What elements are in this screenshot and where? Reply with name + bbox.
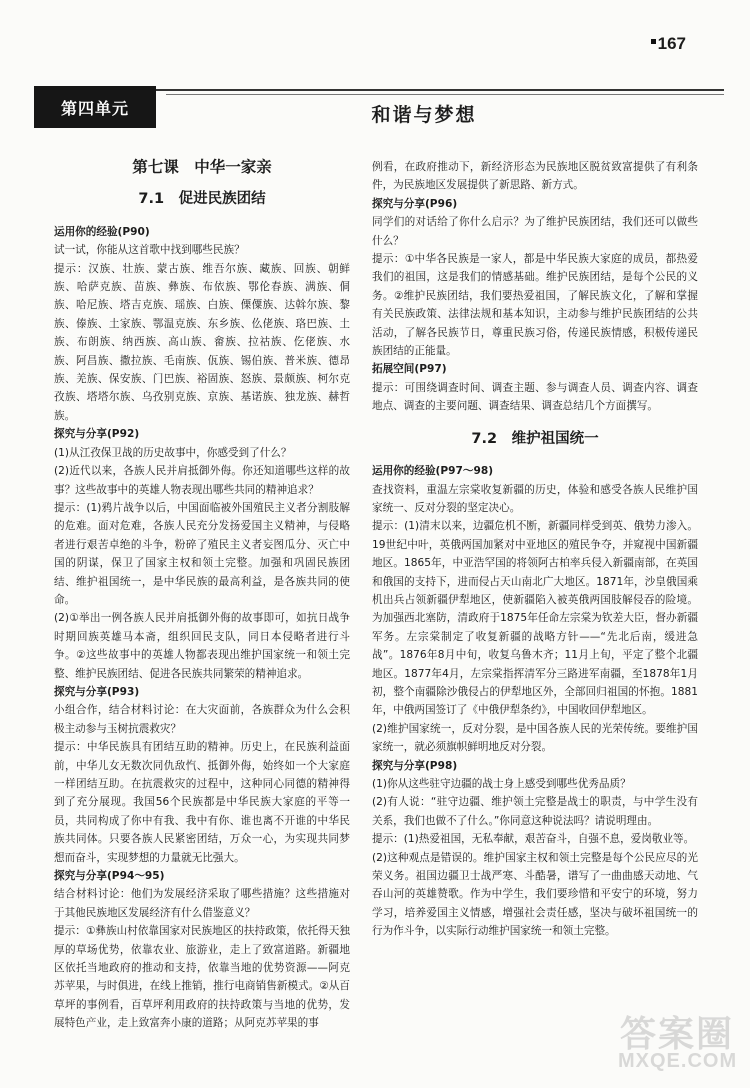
watermark-text-cn: 答案圈	[620, 1014, 735, 1055]
right-bottom-content	[372, 462, 698, 941]
paragraph: 小组合作，结合材料讨论：在大灾面前，各族群众为什么会积极主动参与玉树抗震救灾？	[54, 704, 350, 735]
paragraph: 提示：汉族、壮族、蒙古族、维吾尔族、藏族、回族、朝鲜族、哈萨克族、苗族、彝族、布依族、鄂伦春族、满族、侗族、哈尼族、塔吉克族、瑶族、白族、傈僳族、达斡尔族、黎族、傣族、土家族、鄂温克族、东乡族、仫佬族、珞巴族、土族、布朗族、纳西族、高山族、畲族、拉祜族、仡佬族、水族、阿昌族、撒拉族、毛南族、佤族、锡伯族、普米族、德昂族、羌族、保安族、门巴族、裕固族、怒族、景颇族、柯尔克孜族、塔塔尔族、乌孜别克族、京族、基诺族、独龙族、赫哲族。	[54, 262, 350, 422]
unit-rule-thin	[166, 94, 724, 95]
subsection-heading: 探究与分享(P96)	[372, 197, 458, 210]
subsection-heading: 运用你的经验(P97～98)	[372, 465, 494, 478]
paragraph: (2)维护国家统一，反对分裂，是中国各族人民的光荣传统。要维护国家统一，就必须旗帜鲜明地反对分裂。	[372, 722, 698, 754]
unit-header	[34, 86, 724, 128]
paragraph: (2)这种观点是错误的。维护国家主权和领土完整是每个公民应尽的光荣义务。祖国边疆卫士战严寒、斗酷暑，谱写了一曲曲感天动地、气吞山河的英雄赞歌。作为中学生，我们要珍惜和平安宁的环境，努力学习，培养爱国主义情感，增强社会责任感，坚决与破坏祖国统一的行为作斗争，以实际行动维护国家统一和领土完整。	[372, 851, 698, 938]
paragraph: 试一试，你能从这首歌中找到哪些民族？	[54, 244, 245, 257]
right-column	[372, 158, 698, 941]
paragraph: 提示：(1)热爱祖国，无私奉献，艰苦奋斗，自强不息，爱岗敬业等。	[372, 833, 695, 846]
paragraph: 提示：中华民族具有团结互助的精神。历史上，在民族利益面前，中华儿女无数次同仇敌忾、抵御外侮，始终如一个大家庭一样团结互助。在抗震救灾的过程中，这种同心同德的精神得到了充分展现。我国56个民族都是中华民族大家庭的平等一员，共同构成了你中有我、我中有你、谁也离不开谁的中华民族共同体。只要各族人民紧密团结，万众一心，为实现共同梦想而奋斗，实现梦想的力量就无比强大。	[54, 741, 350, 864]
unit-title: 和谐与梦想	[371, 104, 477, 126]
unit-label: 第四单元	[34, 86, 156, 128]
subsection-heading: 探究与分享(P93)	[54, 685, 140, 698]
paragraph: 提示：①中华各民族是一家人，都是中华民族大家庭的成员，都热爱我们的祖国，这是我们的情感基础。维护民族团结，是每个公民的义务。②维护民族团结，我们要热爱祖国，了解民族文化，了解和掌握有关民族政策、法律法规和基本知识，主动参与维护民族团结的公共活动，了解各民族节日，尊重民族习俗，传递民族情感，积极传递民族团结的正能量。	[372, 253, 698, 358]
subsection-heading: 运用你的经验(P90)	[54, 225, 150, 238]
paragraph: (2)①举出一例各族人民并肩抵御外侮的故事即可，如抗日战争时期回族英雄马本斋，组织回民支队，同日本侵略者进行斗争。②这些故事中的英雄人物都表现出维护国家统一和领土完整、维护民族团结、促进各民族共同繁荣的精神追求。	[54, 612, 350, 680]
left-column	[54, 150, 350, 1033]
paragraph: 提示：(1)清末以来，边疆危机不断，新疆同样受到英、俄势力渗入。19世纪中叶，英俄两国加紧对中亚地区的殖民争夺，并窥视中国新疆地区。1865年，中亚浩罕国的将领阿古柏率兵侵入新疆南部，在英国和俄国的支持下，进而侵占天山南北广大地区。1871年，沙皇俄国乘机出兵占领新疆伊犁地区，使新疆陷入被英俄两国肢解侵吞的险境。为加强西北塞防，清政府于1875年任命左宗棠为钦差大臣，督办新疆军务。左宗棠制定了收复新疆的战略方针——“先北后南，缓进急战”。1876年8月中旬，收复乌鲁木齐；11月上旬，平定了整个北疆地区。1877年4月，左宗棠指挥清军分三路进军南疆，至1878年1月初，整个南疆除沙俄侵占的伊犁地区外，全部回归祖国的怀抱。1881年，中俄两国签订了《中俄伊犁条约》，中国收回伊犁地区。	[372, 520, 698, 717]
paragraph: 结合材料讨论：他们为发展经济采取了哪些措施？这些措施对于其他民族地区发展经济有什么借鉴意义？	[54, 888, 350, 919]
paragraph: 提示：可围绕调查时间、调查主题、参与调查人员、调查内容、调查地点、调查的主要问题、调查结果、调查总结几个方面撰写。	[372, 381, 698, 413]
subsection-heading: 探究与分享(P98)	[372, 759, 458, 772]
paragraph: 同学们的对话给了你什么启示？为了维护民族团结，我们还可以做些什么？	[372, 216, 698, 247]
paragraph: 例看，在政府推动下，新经济形态为民族地区脱贫致富提供了有利条件，为民族地区发展提供了新思路、新方式。	[372, 161, 698, 192]
lesson-title: 第七课 中华一家亲	[132, 158, 272, 176]
paragraph: 提示：(1)鸦片战争以后，中国面临被外国殖民主义者分割肢解的危难。面对危难，各族人民充分发扬爱国主义精神，与侵略者进行艰苦卓绝的斗争，粉碎了殖民主义者妄图瓜分、灭亡中国的阴谋，保卫了国家主权和领土完整。加强和巩固民族团结、维护祖国统一，是中华民族的最高利益，是各族共同的使命。	[54, 501, 350, 606]
paragraph: 查找资料，重温左宗棠收复新疆的历史，体验和感受各族人民维护国家统一、反对分裂的坚定决心。	[372, 483, 698, 514]
subsection-heading: 探究与分享(P92)	[54, 428, 140, 441]
section-title-7-1: 7.1 促进民族团结	[138, 191, 266, 208]
paragraph: (2)近代以来，各族人民并肩抵御外侮。你还知道哪些这样的故事？这些故事中的英雄人物表现出哪些共同的精神追求？	[54, 465, 350, 496]
right-top-content	[372, 158, 698, 416]
watermark-text-url: MXQE.COM	[618, 1050, 738, 1072]
page-number-text: 167	[657, 34, 686, 53]
watermark-logo	[610, 1000, 740, 1080]
subsection-heading: 拓展空间(P97)	[372, 363, 447, 376]
page-number-marker	[651, 39, 656, 44]
page-number	[651, 34, 686, 54]
section-title-7-2: 7.2 维护祖国统一	[471, 430, 599, 447]
unit-rule	[156, 89, 724, 91]
paragraph: (1)从江孜保卫战的历史故事中，你感受到了什么？	[54, 446, 292, 459]
subsection-heading: 探究与分享(P94～95)	[54, 870, 165, 883]
left-content	[54, 223, 350, 1033]
paragraph: (1)你从这些驻守边疆的战士身上感受到哪些优秀品质？	[372, 778, 631, 790]
paragraph: (2)有人说：“驻守边疆、维护领土完整是战士的职责，与中学生没有关系，我们也做不了什么。”你同意这种说法吗？请说明理由。	[372, 796, 698, 827]
paragraph: 提示：①彝族山村依靠国家对民族地区的扶持政策，依托得天独厚的草场优势，依靠农业、旅游业，走上了致富道路。新疆地区依托当地政府的推动和支持，依靠当地的优势资源——阿克苏苹果，与时俱进，在线上推销，推行电商销售新模式。②从百草坪的事例看，百草坪利用政府的扶持政策与当地的优势，发展特色产业，走上致富奔小康的道路；从阿克苏苹果的事	[54, 925, 350, 1030]
